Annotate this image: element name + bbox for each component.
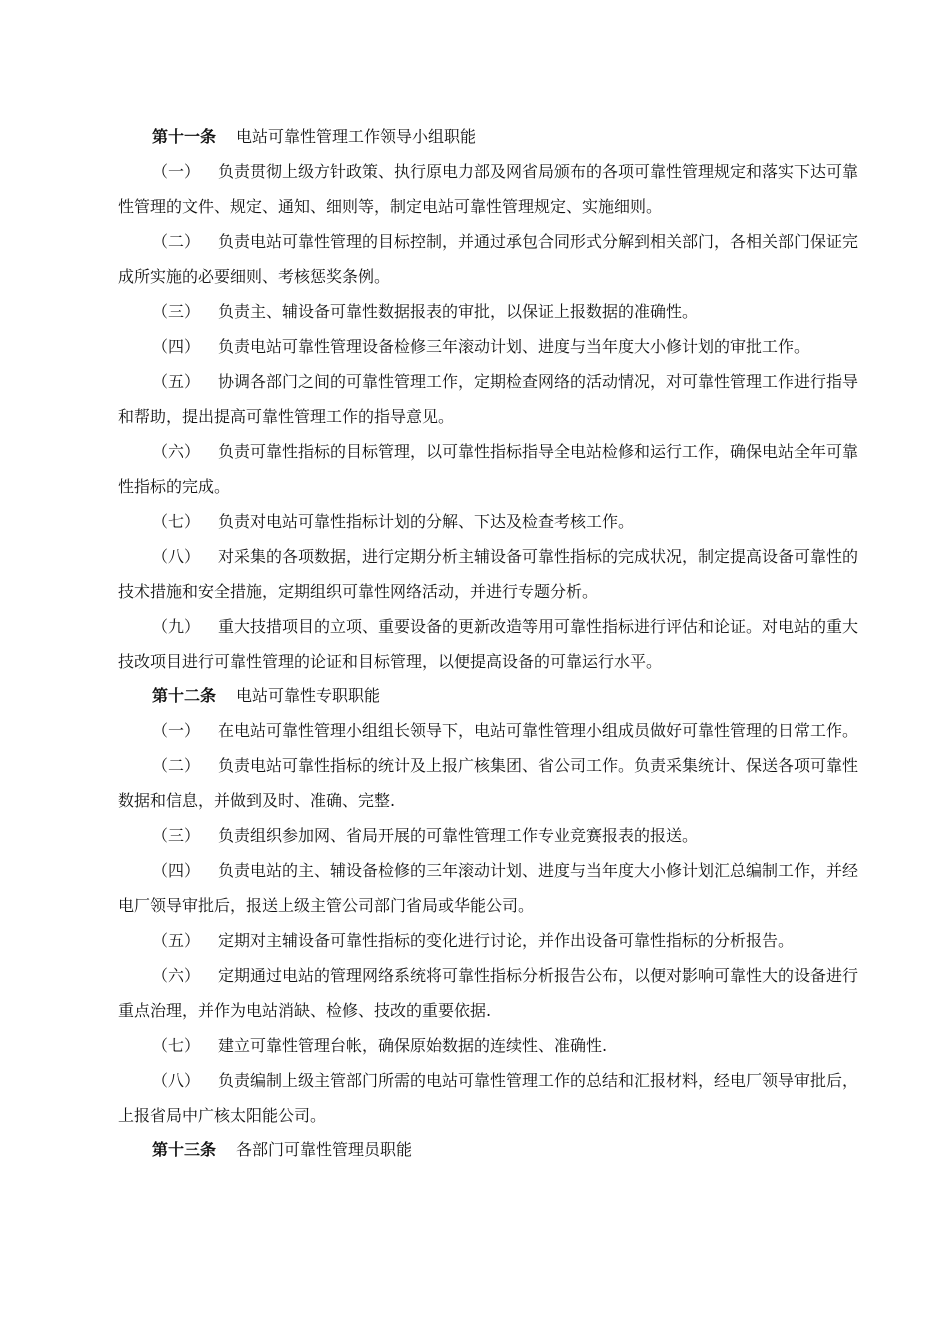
clause-text: 负责编制上级主管部门所需的电站可靠性管理工作的总结和汇报材料，经电厂领导审批后，上报省局中广核太阳能公司。 [118,1071,859,1125]
clause-number: （九） [152,617,201,636]
clause-number: （二） [152,756,201,775]
article-heading [118,679,858,713]
clause-item [118,1028,858,1063]
clause-number: （二） [152,232,201,251]
clause-item [118,434,858,504]
clause-text: 协调各部门之间的可靠性管理工作，定期检查网络的活动情况，对可靠性管理工作进行指导和帮助，提出提高可靠性管理工作的指导意见。 [118,372,859,426]
clause-item [118,853,858,923]
article-number: 第十二条 [152,686,217,705]
clause-number: （八） [152,1071,201,1090]
article-heading [118,1133,858,1167]
clause-text: 建立可靠性管理台帐，确保原始数据的连续性、准确性. [218,1036,608,1055]
clause-number: （六） [152,442,201,461]
clause-item [118,748,858,818]
clause-item [118,154,858,224]
clause-item [118,224,858,294]
clause-number: （四） [152,337,201,356]
clause-text: 负责对电站可靠性指标计划的分解、下达及检查考核工作。 [218,512,635,531]
clause-number: （七） [152,1036,201,1055]
clause-number: （八） [152,547,201,566]
clause-item [118,294,858,329]
clause-item [118,1063,858,1133]
article-heading [118,120,858,154]
clause-number: （五） [152,931,201,950]
clause-number: （三） [152,302,201,321]
clause-number: （五） [152,372,201,391]
clause-text: 定期通过电站的管理网络系统将可靠性指标分析报告公布，以便对影响可靠性大的设备进行重点治理，并作为电站消缺、检修、技改的重要依据. [118,966,859,1020]
clause-text: 重大技措项目的立项、重要设备的更新改造等用可靠性指标进行评估和论证。对电站的重大技改项目进行可靠性管理的论证和目标管理，以便提高设备的可靠运行水平。 [118,617,859,671]
clause-text: 负责可靠性指标的目标管理，以可靠性指标指导全电站检修和运行工作，确保电站全年可靠性指标的完成。 [118,442,859,496]
clause-text: 负责电站可靠性管理设备检修三年滚动计划、进度与当年度大小修计划的审批工作。 [218,337,811,356]
clause-number: （一） [152,721,201,740]
clause-text: 对采集的各项数据，进行定期分析主辅设备可靠性指标的完成状况，制定提高设备可靠性的技术措施和安全措施，定期组织可靠性网络活动，并进行专题分析。 [118,547,859,601]
article-number: 第十三条 [152,1140,217,1159]
clause-text: 负责电站可靠性指标的统计及上报广核集团、省公司工作。负责采集统计、保送各项可靠性数据和信息，并做到及时、准确、完整. [118,756,859,810]
clause-item [118,609,858,679]
article-title: 电站可靠性管理工作领导小组职能 [236,127,477,146]
clause-number: （六） [152,966,201,985]
clause-text: 定期对主辅设备可靠性指标的变化进行讨论，并作出设备可靠性指标的分析报告。 [218,931,795,950]
document-body [118,120,858,1167]
clause-item [118,364,858,434]
clause-text: 负责电站的主、辅设备检修的三年滚动计划、进度与当年度大小修计划汇总编制工作，并经电厂领导审批后，报送上级主管公司部门省局或华能公司。 [118,861,859,915]
clause-item [118,818,858,853]
clause-item [118,329,858,364]
article-title: 电站可靠性专职职能 [236,686,381,705]
clause-item [118,958,858,1028]
clause-text: 负责贯彻上级方针政策、执行原电力部及网省局颁布的各项可靠性管理规定和落实下达可靠性管理的文件、规定、通知、细则等，制定电站可靠性管理规定、实施细则。 [118,162,859,216]
article-number: 第十一条 [152,127,217,146]
clause-number: （三） [152,826,201,845]
clause-text: 负责主、辅设备可靠性数据报表的审批，以保证上报数据的准确性。 [218,302,699,321]
clause-number: （一） [152,162,201,181]
clause-item [118,713,858,748]
article-title: 各部门可靠性管理员职能 [236,1140,413,1159]
clause-text: 负责组织参加网、省局开展的可靠性管理工作专业竞赛报表的报送。 [218,826,699,845]
clause-number: （七） [152,512,201,531]
clause-item [118,504,858,539]
clause-item [118,923,858,958]
clause-item [118,539,858,609]
clause-text: 在电站可靠性管理小组组长领导下，电站可靠性管理小组成员做好可靠性管理的日常工作。 [218,721,859,740]
clause-number: （四） [152,861,201,880]
clause-text: 负责电站可靠性管理的目标控制，并通过承包合同形式分解到相关部门，各相关部门保证完成所实施的必要细则、考核惩奖条例。 [118,232,859,286]
